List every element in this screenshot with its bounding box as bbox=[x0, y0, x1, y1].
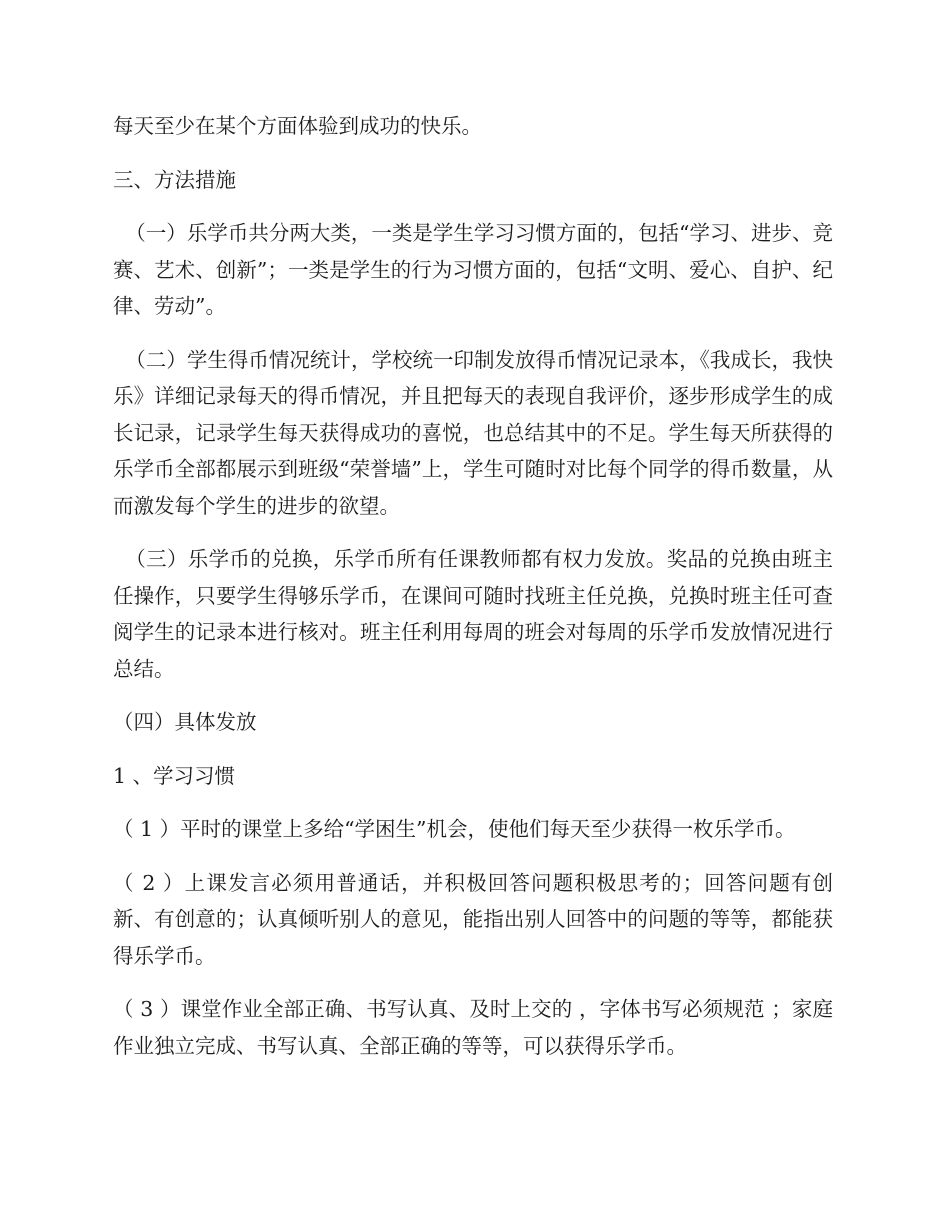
list-item-2: （ 2 ）上课发言必须用普通话，并积极回答问题积极思考的；回答问题有创新、有创意的；认真倾听别人的意见，能指出别人回答中的问题的等等，都能获得乐学币。 bbox=[113, 870, 833, 968]
list-item-3: （ 3 ）课堂作业全部正确、书写认真、及时上交的 ，字体书写必须规范 ；家庭作业独立完成、书写认真、全部正确的等等，可以获得乐学币。 bbox=[113, 997, 833, 1058]
paragraph-item-3: （三）乐学币的兑换，乐学币所有任课教师都有权力发放。奖品的兑换由班主任操作，只要学生得够乐学币，在课间可随时找班主任兑换，兑换时班主任可查阅学生的记录本进行核对。班主任利用每周的班会对每周的乐学币发放情况进行总结。 bbox=[113, 547, 833, 681]
subheading-distribution: （四）具体发放 bbox=[113, 710, 257, 734]
paragraph-item-1: （一）乐学币共分两大类，一类是学生学习习惯方面的，包括“学习、进步、竞赛、艺术、创新”；一类是学生的行为习惯方面的，包括“文明、爱心、自护、纪律、劳动”。 bbox=[113, 221, 833, 318]
paragraph-continuation: 每天至少在某个方面体验到成功的快乐。 bbox=[113, 114, 482, 138]
paragraph-item-2: （二）学生得币情况统计，学校统一印制发放得币情况记录本，《我成长，我快乐》详细记录每天的得币情况，并且把每天的表现自我评价，逐步形成学生的成长记录，记录学生每天获得成功的喜悦，也总结其中的不足。学生每天所获得的乐学币全部都展示到班级“荣誉墙”上，学生可随时对比每个同学的得币数量，从而激发每个学生的进步的欲望。 bbox=[113, 347, 833, 518]
list-item-1: （ 1 ）平时的课堂上多给“学困生”机会，使他们每天至少获得一枚乐学币。 bbox=[113, 817, 796, 841]
document-body bbox=[113, 108, 833, 1081]
subheading-study-habits: 1 、学习习惯 bbox=[113, 763, 236, 788]
section-heading-methods: 三、方法措施 bbox=[113, 167, 236, 192]
